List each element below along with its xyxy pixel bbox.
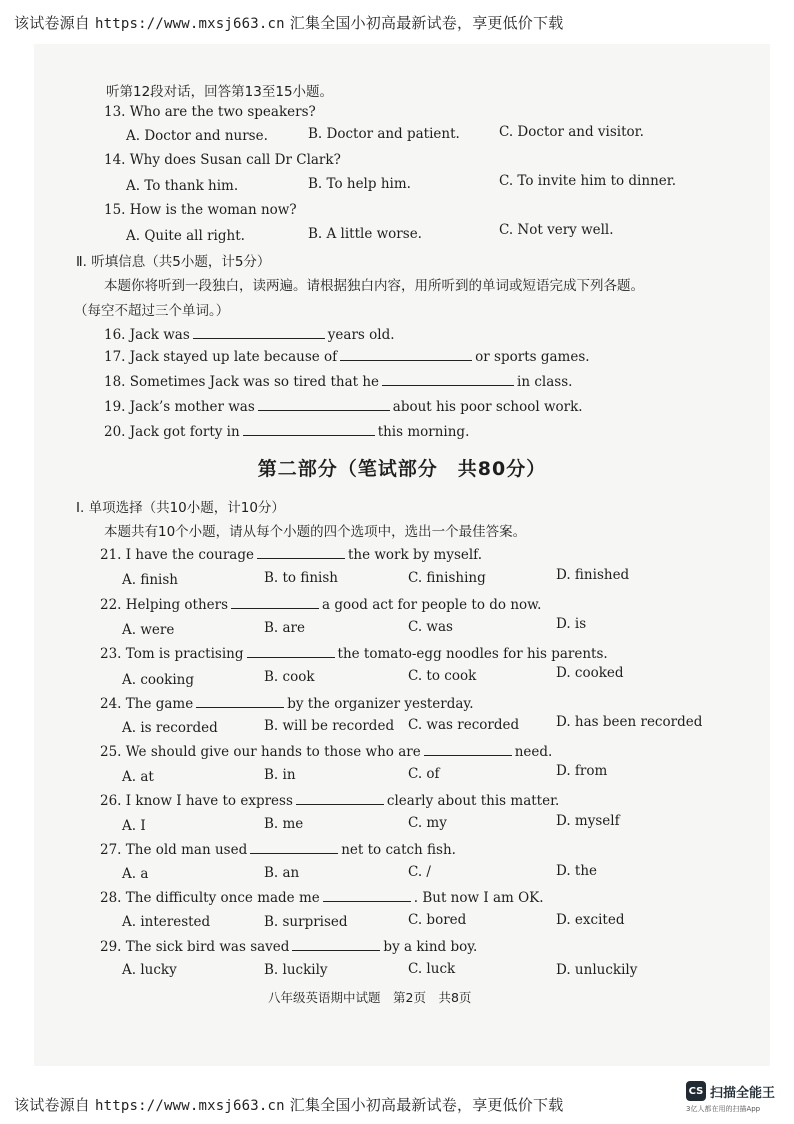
question-text: 24. The game bbox=[100, 696, 194, 712]
camscanner-logo bbox=[686, 1081, 794, 1121]
question-13: 13. Who are the two speakers? bbox=[104, 104, 316, 120]
option-21d: D. finished bbox=[556, 567, 630, 583]
fill-item-text: or sports games. bbox=[475, 349, 590, 365]
answer-blank[interactable] bbox=[250, 841, 338, 854]
camscanner-badge-icon: CS bbox=[686, 1081, 706, 1101]
question-text: a good act for people to do now. bbox=[322, 597, 542, 613]
fill-item-text: 18. Sometimes Jack was so tired that he bbox=[104, 374, 380, 390]
answer-blank[interactable] bbox=[340, 348, 472, 361]
option-14c: C. To invite him to dinner. bbox=[499, 173, 677, 189]
option-29b: B. luckily bbox=[264, 962, 328, 978]
option-28d: D. excited bbox=[556, 912, 625, 928]
fill-item-18 bbox=[104, 373, 572, 390]
question-22 bbox=[100, 596, 541, 613]
option-24a: A. is recorded bbox=[122, 720, 218, 736]
answer-blank[interactable] bbox=[258, 398, 390, 411]
fill-item-20 bbox=[104, 423, 469, 440]
option-22d: D. is bbox=[556, 616, 587, 632]
question-15: 15. How is the woman now? bbox=[104, 202, 297, 218]
option-22c: C. was bbox=[408, 619, 453, 635]
source-banner-bottom bbox=[14, 1094, 563, 1115]
option-13a: A. Doctor and nurse. bbox=[126, 128, 268, 144]
option-21b: B. to finish bbox=[264, 570, 338, 586]
fill-item-text: years old. bbox=[327, 327, 395, 343]
question-text: 25. We should give our hands to those who are bbox=[100, 744, 421, 760]
question-25 bbox=[100, 743, 552, 760]
question-23 bbox=[100, 645, 608, 662]
question-24 bbox=[100, 695, 474, 712]
question-text: 22. Helping others bbox=[100, 597, 229, 613]
option-24c: C. was recorded bbox=[408, 717, 520, 733]
banner-url[interactable]: https://www.mxsj663.cn bbox=[94, 16, 285, 32]
section-fill-note: （每空不超过三个单词。） bbox=[74, 303, 230, 319]
answer-blank[interactable] bbox=[257, 546, 345, 559]
option-21a: A. finish bbox=[122, 572, 178, 588]
option-15a: A. Quite all right. bbox=[126, 228, 245, 244]
answer-blank[interactable] bbox=[292, 938, 380, 951]
option-24b: B. will be recorded bbox=[264, 718, 395, 734]
option-25a: A. at bbox=[122, 769, 154, 785]
answer-blank[interactable] bbox=[424, 743, 512, 756]
fill-item-19 bbox=[104, 398, 583, 415]
option-26d: D. myself bbox=[556, 813, 620, 829]
option-24d: D. has been recorded bbox=[556, 714, 703, 730]
answer-blank[interactable] bbox=[247, 645, 335, 658]
banner-suffix: 汇集全国小初高最新试卷，享更低价下载 bbox=[289, 14, 564, 32]
question-21 bbox=[100, 546, 482, 563]
option-25c: C. of bbox=[408, 766, 440, 782]
question-text: net to catch fish. bbox=[341, 842, 456, 858]
option-14a: A. To thank him. bbox=[126, 178, 239, 194]
option-14b: B. To help him. bbox=[308, 176, 411, 192]
option-28a: A. interested bbox=[122, 914, 211, 930]
source-banner-top bbox=[14, 12, 563, 33]
option-28c: C. bored bbox=[408, 912, 467, 928]
option-25b: B. in bbox=[264, 767, 296, 783]
option-27c: C. / bbox=[408, 864, 431, 880]
option-27a: A. a bbox=[122, 866, 149, 882]
option-22a: A. were bbox=[122, 622, 175, 638]
section-choice-heading: Ⅰ. 单项选择（共10小题，计10分） bbox=[76, 500, 285, 516]
option-29c: C. luck bbox=[408, 961, 456, 977]
option-23b: B. cook bbox=[264, 669, 315, 685]
option-21c: C. finishing bbox=[408, 570, 486, 586]
question-text: need. bbox=[514, 744, 553, 760]
option-23a: A. cooking bbox=[122, 672, 194, 688]
option-28b: B. surprised bbox=[264, 914, 348, 930]
option-26c: C. my bbox=[408, 815, 447, 831]
answer-blank[interactable] bbox=[323, 889, 411, 902]
question-text: 27. The old man used bbox=[100, 842, 248, 858]
option-25d: D. from bbox=[556, 763, 608, 779]
fill-item-text: 16. Jack was bbox=[104, 327, 190, 343]
question-text: 28. The difficulty once made me bbox=[100, 890, 320, 906]
fill-item-17 bbox=[104, 348, 590, 365]
answer-blank[interactable] bbox=[296, 792, 384, 805]
option-26a: A. I bbox=[122, 818, 146, 834]
option-23c: C. to cook bbox=[408, 668, 477, 684]
fill-item-text: 19. Jack’s mother was bbox=[104, 399, 255, 415]
section-choice-instruction: 本题共有10个小题，请从每个小题的四个选项中，选出一个最佳答案。 bbox=[104, 524, 527, 540]
answer-blank[interactable] bbox=[193, 326, 325, 339]
camscanner-name: 扫描全能王 bbox=[710, 1086, 776, 1101]
question-text: . But now I am OK. bbox=[413, 890, 544, 906]
answer-blank[interactable] bbox=[231, 596, 319, 609]
question-text: the work by myself. bbox=[347, 547, 482, 563]
camscanner-tagline: 3亿人都在用的扫描App bbox=[686, 1105, 761, 1113]
fill-item-text: 17. Jack stayed up late because of bbox=[104, 349, 338, 365]
question-text: 21. I have the courage bbox=[100, 547, 254, 563]
question-text: by a kind boy. bbox=[383, 939, 478, 955]
banner-suffix: 汇集全国小初高最新试卷，享更低价下载 bbox=[289, 1096, 564, 1114]
question-text: 23. Tom is practising bbox=[100, 646, 244, 662]
option-23d: D. cooked bbox=[556, 665, 624, 681]
section-fill-heading: Ⅱ. 听填信息（共5小题，计5分） bbox=[76, 254, 271, 270]
option-27d: D. the bbox=[556, 863, 598, 879]
question-29 bbox=[100, 938, 477, 955]
fill-item-16 bbox=[104, 326, 395, 343]
part-two-title: 第二部分（笔试部分 共80分） bbox=[257, 458, 547, 480]
question-28 bbox=[100, 889, 544, 906]
question-27 bbox=[100, 841, 456, 858]
option-29a: A. lucky bbox=[122, 962, 177, 978]
fill-item-text: about his poor school work. bbox=[392, 399, 583, 415]
fill-item-text: in class. bbox=[517, 374, 573, 390]
page-footer: 八年级英语期中试题 第2页 共8页 bbox=[268, 990, 472, 1005]
question-text: clearly about this matter. bbox=[386, 793, 560, 809]
option-13b: B. Doctor and patient. bbox=[308, 126, 460, 142]
question-14: 14. Why does Susan call Dr Clark? bbox=[104, 152, 341, 168]
option-13c: C. Doctor and visitor. bbox=[499, 124, 644, 140]
option-15c: C. Not very well. bbox=[499, 222, 614, 238]
fill-item-text: this morning. bbox=[377, 424, 470, 440]
question-text: 29. The sick bird was saved bbox=[100, 939, 290, 955]
fill-item-text: 20. Jack got forty in bbox=[104, 424, 240, 440]
banner-prefix: 该试卷源自 bbox=[14, 14, 91, 32]
answer-blank[interactable] bbox=[243, 423, 375, 436]
answer-blank[interactable] bbox=[382, 373, 514, 386]
banner-url[interactable]: https://www.mxsj663.cn bbox=[94, 1098, 285, 1114]
answer-blank[interactable] bbox=[196, 695, 284, 708]
option-22b: B. are bbox=[264, 620, 305, 636]
question-text: the tomato-egg noodles for his parents. bbox=[337, 646, 608, 662]
dialogue-intro: 听第12段对话，回答第13至15小题。 bbox=[106, 84, 334, 100]
section-fill-instruction: 本题你将听到一段独白，读两遍。请根据独白内容，用所听到的单词或短语完成下列各题。 bbox=[104, 278, 644, 294]
question-26 bbox=[100, 792, 559, 809]
banner-prefix: 该试卷源自 bbox=[14, 1096, 91, 1114]
option-15b: B. A little worse. bbox=[308, 226, 422, 242]
question-text: by the organizer yesterday. bbox=[287, 696, 474, 712]
question-text: 26. I know I have to express bbox=[100, 793, 293, 809]
option-29d: D. unluckily bbox=[556, 962, 638, 978]
option-26b: B. me bbox=[264, 816, 304, 832]
exam-page bbox=[34, 44, 770, 1066]
option-27b: B. an bbox=[264, 865, 300, 881]
